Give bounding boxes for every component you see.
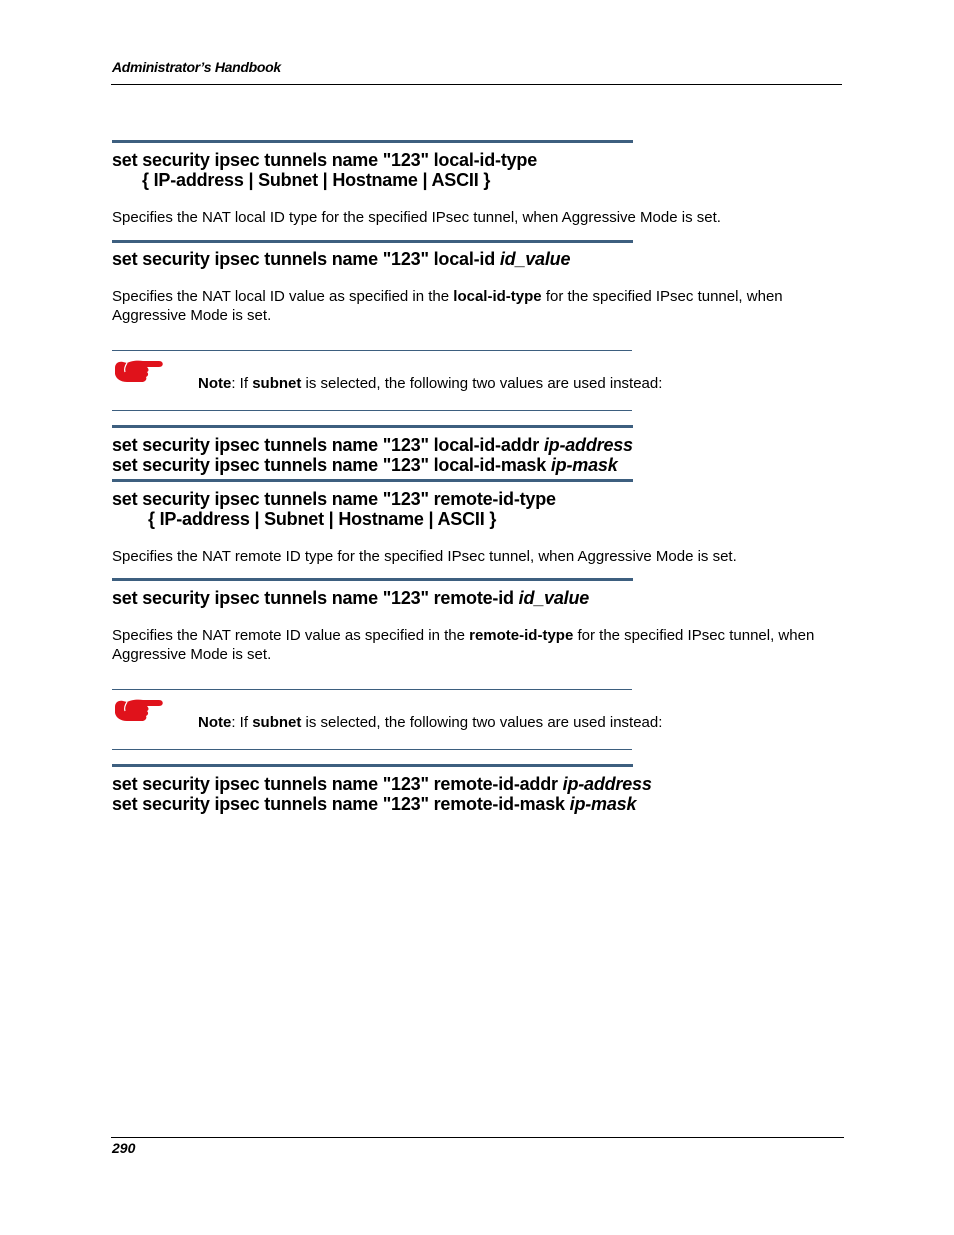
heading-line — [112, 435, 633, 455]
note-text-part: : If — [231, 714, 253, 731]
command-heading-remote-id — [112, 588, 589, 608]
options-text: { IP-address | Subnet | Hostname | ASCII } — [148, 509, 497, 529]
command-argument: ip-mask — [569, 794, 637, 814]
running-header: Administrator’s Handbook — [112, 59, 281, 75]
command-text: set security ipsec tunnels name "123" remote-id-mask — [112, 794, 565, 814]
note-keyword: subnet — [252, 714, 302, 731]
description-local-id-type: Specifies the NAT local ID type for the specified IPsec tunnel, when Aggressive Mode is set. — [112, 209, 721, 226]
command-heading-local-id-addr-mask — [112, 435, 633, 475]
section-rule — [112, 764, 633, 767]
command-text: set security ipsec tunnels name "123" local-id — [112, 249, 496, 269]
desc-text: for the specified IPsec tunnel, when Aggressive Mode is set. — [112, 288, 783, 324]
note-rule-top — [112, 689, 632, 690]
description-remote-id-type: Specifies the NAT remote ID type for the specified IPsec tunnel, when Aggressive Mode is set. — [112, 548, 737, 565]
command-heading-local-id — [112, 249, 570, 269]
section-rule — [112, 240, 633, 243]
heading-line — [112, 455, 633, 475]
command-argument: ip-address — [562, 774, 652, 794]
note-text-part: is selected, the following two values are used instead: — [301, 714, 663, 731]
heading-line-options — [112, 509, 556, 529]
description-local-id — [112, 287, 840, 325]
heading-line — [112, 794, 652, 814]
note-keyword: subnet — [252, 375, 302, 392]
heading-line — [112, 774, 652, 794]
command-argument: ip-mask — [550, 455, 618, 475]
note-label: Note — [198, 714, 232, 731]
command-text: set security ipsec tunnels name "123" remote-id — [112, 588, 514, 608]
desc-text: Specifies the NAT local ID value as specified in the — [112, 288, 454, 305]
command-argument: id_value — [499, 249, 571, 269]
description-remote-id — [112, 626, 840, 664]
command-argument: ip-address — [543, 435, 633, 455]
footer-divider — [111, 1137, 844, 1138]
note-text-part: : If — [231, 375, 253, 392]
section-rule — [112, 425, 633, 428]
desc-text: for the specified IPsec tunnel, when Aggressive Mode is set. — [112, 627, 815, 663]
heading-line: set security ipsec tunnels name "123" remote-id-type — [112, 489, 556, 509]
command-text: set security ipsec tunnels name "123" remote-id-addr — [112, 774, 558, 794]
note-label: Note — [198, 375, 232, 392]
pointing-hand-icon — [113, 697, 165, 725]
note-text — [198, 714, 662, 731]
note-rule-bottom — [112, 749, 632, 750]
note-rule-top — [112, 350, 632, 351]
note-text — [198, 375, 662, 392]
command-heading-remote-id-addr-mask — [112, 774, 652, 814]
command-argument: id_value — [518, 588, 590, 608]
options-text: { IP-address | Subnet | Hostname | ASCII } — [142, 170, 491, 190]
desc-text: Specifies the NAT remote ID value as specified in the — [112, 627, 470, 644]
desc-keyword: local-id-type — [453, 288, 542, 305]
section-rule — [112, 479, 633, 482]
pointing-hand-icon — [113, 358, 165, 386]
note-rule-bottom — [112, 410, 632, 411]
heading-line-options — [112, 170, 537, 190]
note-text-part: is selected, the following two values are used instead: — [301, 375, 663, 392]
section-rule — [112, 578, 633, 581]
page-number: 290 — [112, 1140, 136, 1156]
command-heading-remote-id-type — [112, 489, 556, 529]
header-divider — [111, 84, 842, 85]
command-text: set security ipsec tunnels name "123" local-id-addr — [112, 435, 540, 455]
command-text: set security ipsec tunnels name "123" local-id-mask — [112, 455, 547, 475]
section-rule — [112, 140, 633, 143]
command-heading-local-id-type — [112, 150, 537, 190]
heading-line: set security ipsec tunnels name "123" local-id-type — [112, 150, 538, 170]
desc-keyword: remote-id-type — [469, 627, 574, 644]
